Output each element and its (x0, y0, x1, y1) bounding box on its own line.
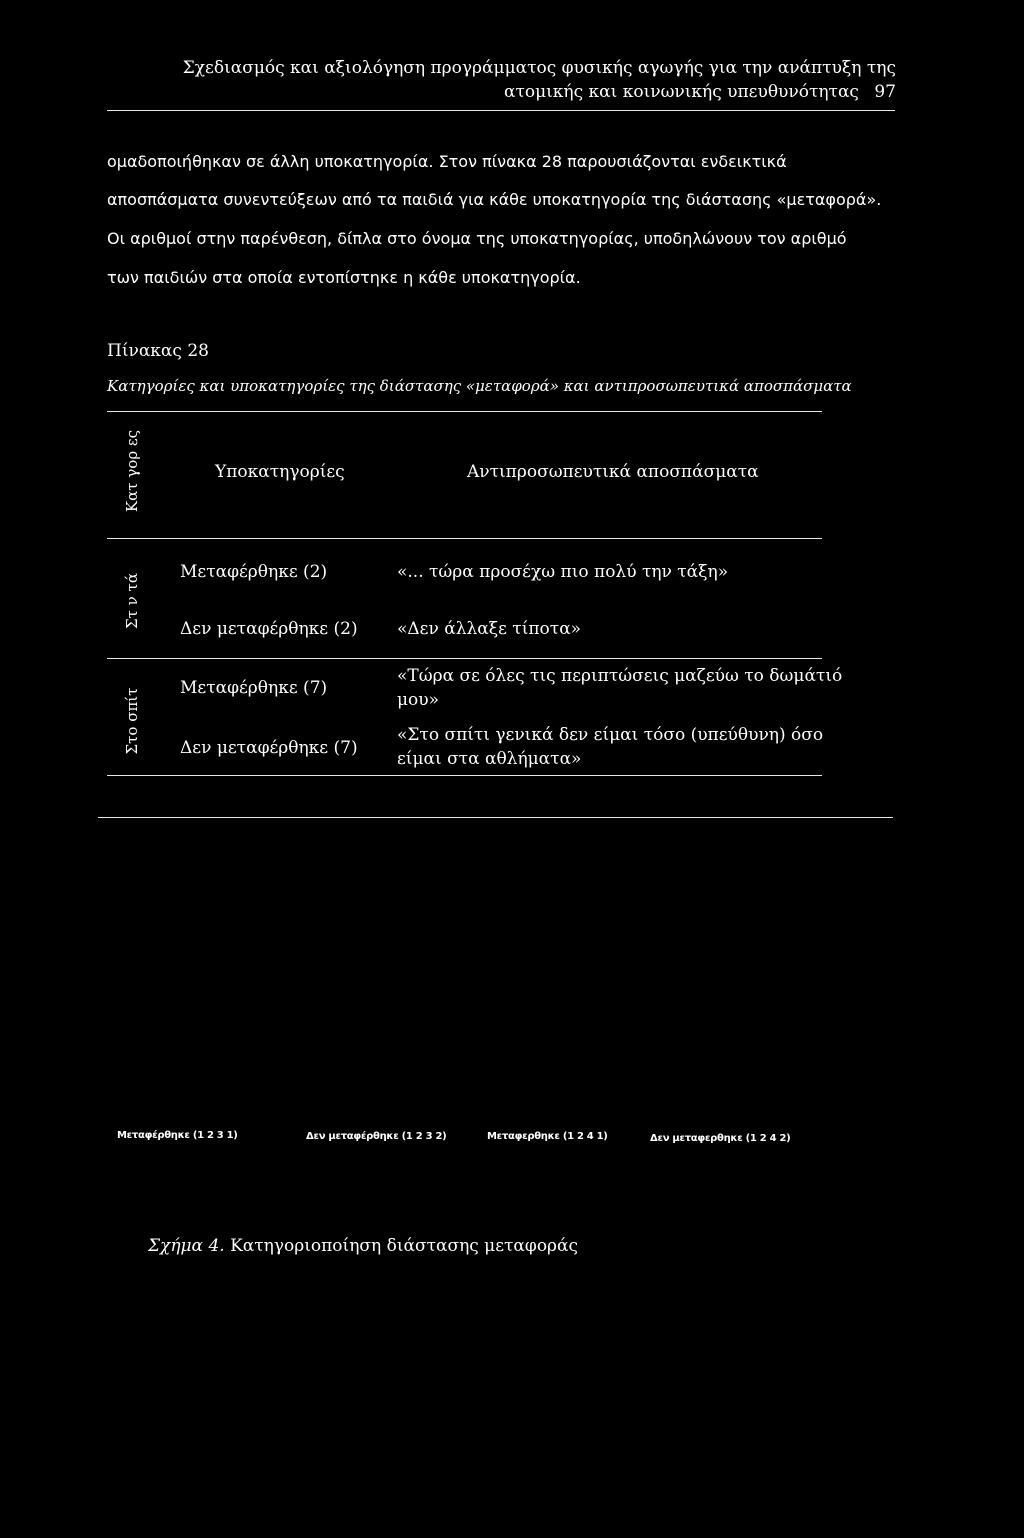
header-rule (107, 110, 895, 111)
table-group-rule (107, 658, 822, 659)
table-header-rule (107, 538, 822, 539)
figure-label: Δεν μεταφέρθηκε (1 2 3 2) (306, 1131, 447, 1142)
table-row-sub: Δεν μεταφέρθηκε (2) (180, 619, 358, 639)
figure-label: Μεταφερθηκε (1 2 4 1) (487, 1131, 608, 1142)
running-header-line1: Σχεδιασμός και αξιολόγηση προγράμματος φυσικής αγωγής για την ανάπτυξη της (182, 58, 896, 78)
table-row-sub: Δεν μεταφέρθηκε (7) (180, 738, 358, 758)
table-row-excerpt: «... τώρα προσέχω πιο πολύ την τάξη» (397, 562, 729, 582)
table-row-sub: Μεταφέρθηκε (2) (180, 562, 328, 582)
column-header-subcategory: Υποκατηγορίες (215, 462, 345, 482)
column-header-category: Κατ γορ ες (123, 429, 141, 513)
category-label-home: Στο σπίτ (123, 687, 141, 755)
figure-caption-prefix: Σχήμα 4. (148, 1236, 225, 1256)
table-row-sub: Μεταφέρθηκε (7) (180, 678, 328, 698)
category-label-school: Στ ν τά (123, 573, 141, 629)
figure-caption (148, 1236, 578, 1256)
figure-caption-text: Κατηγοριοποίηση διάστασης μεταφοράς (230, 1236, 579, 1256)
running-header-line2 (504, 81, 896, 103)
figure-label: Δεν μεταφερθηκε (1 2 4 2) (650, 1133, 791, 1144)
table-row-excerpt-line1: «Στο σπίτι γενικά δεν είμαι τόσο (υπεύθυνη) όσο (397, 725, 824, 745)
table-bottom-rule (107, 775, 822, 776)
body-line-4: των παιδιών στα οποία εντοπίστηκε η κάθε υποκατηγορία. (107, 268, 581, 287)
table-title: Κατηγορίες και υποκατηγορίες της διάστασης «μεταφορά» και αντιπροσωπευτικά αποσπάσματα (107, 377, 852, 395)
figure-label: Μεταφέρθηκε (1 2 3 1) (117, 1130, 238, 1141)
table-row-excerpt-line2: είμαι στα αθλήματα» (397, 749, 582, 769)
running-header-text: ατομικής και κοινωνικής υπευθυνότητας (503, 82, 859, 102)
table-row-excerpt: «Δεν άλλαξε τίποτα» (397, 619, 582, 639)
table-top-rule (107, 411, 822, 412)
table-row-excerpt-line2: μου» (397, 690, 440, 710)
section-rule (98, 817, 893, 818)
page-number: 97 (874, 82, 896, 102)
column-header-excerpts: Αντιπροσωπευτικά αποσπάσματα (467, 462, 759, 482)
table-label: Πίνακας 28 (107, 341, 209, 361)
body-line-2: αποσπάσματα συνεντεύξεων από τα παιδιά για κάθε υποκατηγορία της διάστασης «μεταφορά». (107, 190, 882, 209)
body-line-3: Οι αριθμοί στην παρένθεση, δίπλα στο όνομα της υποκατηγορίας, υποδηλώνουν τον αριθμό (107, 229, 847, 248)
body-line-1: ομαδοποιήθηκαν σε άλλη υποκατηγορία. Στον πίνακα 28 παρουσιάζονται ενδεικτικά (107, 152, 787, 171)
table-row-excerpt-line1: «Τώρα σε όλες τις περιπτώσεις μαζεύω το δωμάτιό (397, 666, 843, 686)
